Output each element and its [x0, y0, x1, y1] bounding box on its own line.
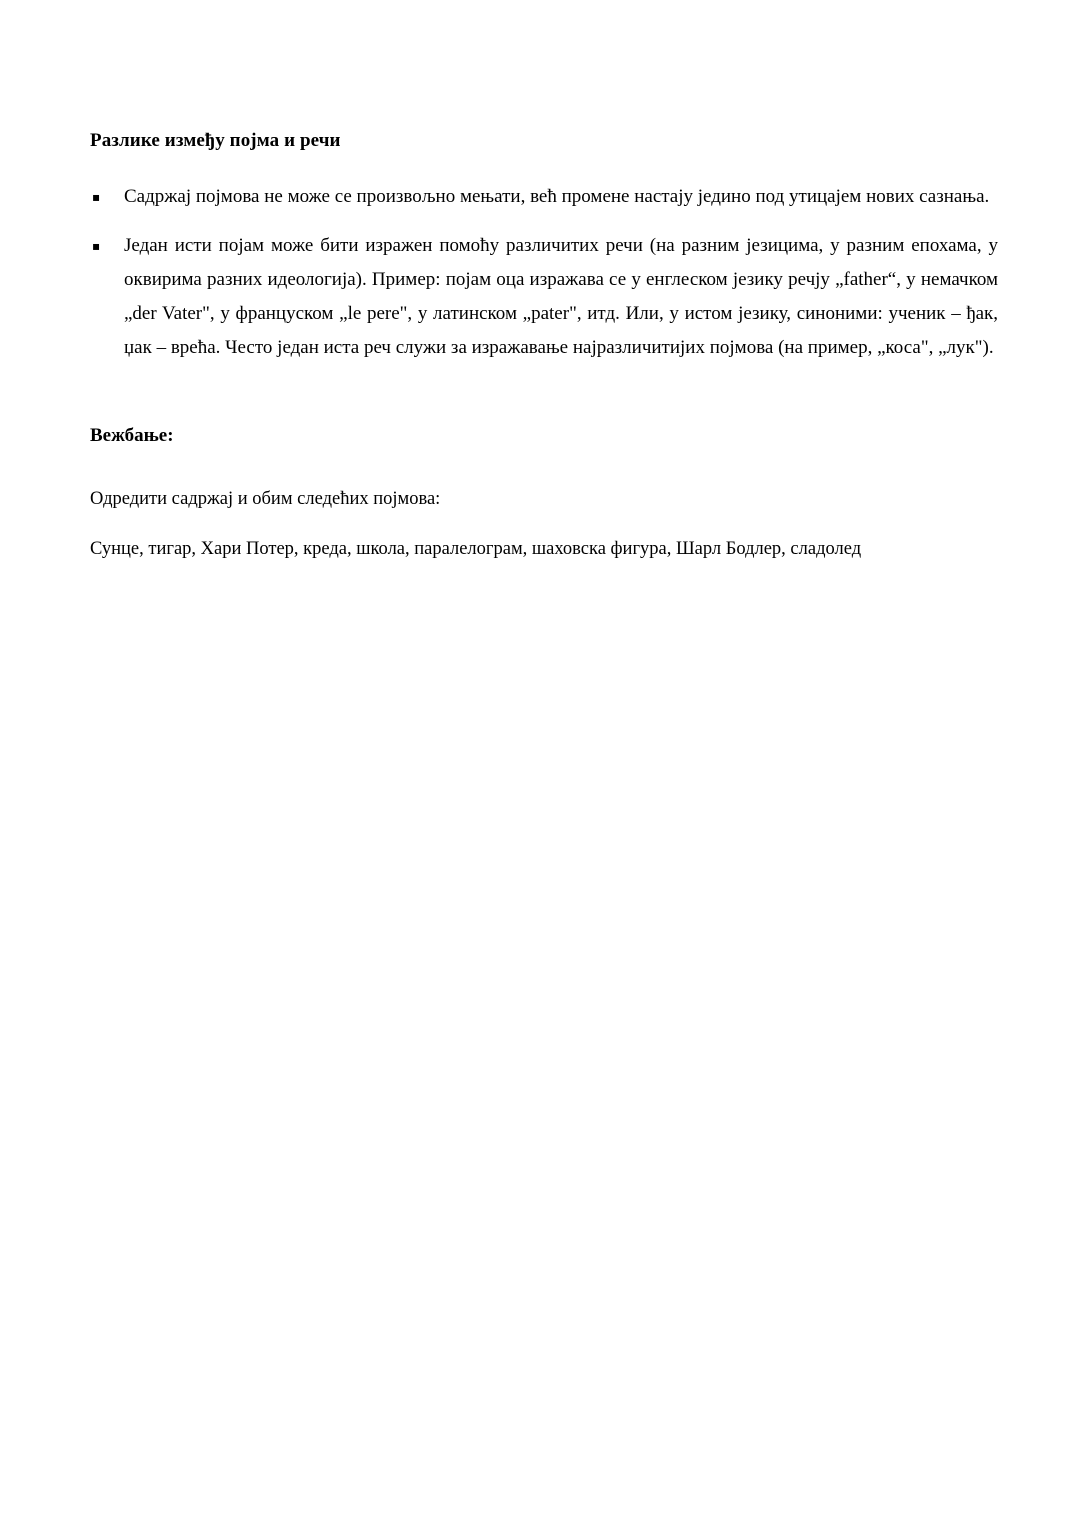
- list-item: [90, 229, 998, 365]
- list-item: [90, 180, 998, 214]
- bullet-icon: ▪: [92, 190, 101, 204]
- exercise-items: Сунце, тигар, Хари Потер, креда, школа, паралелограм, шаховска фигура, Шарл Бодлер, сладолед: [90, 539, 862, 559]
- exercise-heading: Вежбање:: [90, 425, 174, 446]
- bullet-list: [90, 180, 998, 365]
- bullet-text: Садржај појмова не може се произвољно мењати, већ промене настају једино под утицајем нових сазнања.: [124, 186, 990, 207]
- bullet-icon: ▪: [92, 239, 101, 253]
- bullet-text: Један исти појам може бити изражен помоћу различитих речи (на разним језицима, у разним епохама, у оквирима разних идеологија). Пример: појам оца изражава се у енглеском језику речју „father“, у немачком „der Vater", у француском „le pere", у латинском „pater", итд. Или, у истом језику, синоними: ученик – ђак, џак – врећа. Често један иста реч служи за изражавање најразличитијих појмова (на пример, „коса", „лук").: [124, 235, 998, 358]
- exercise-instruction: Одредити садржај и обим следећих појмова:: [90, 489, 441, 509]
- section-heading: Разлике између појма и речи: [90, 130, 341, 151]
